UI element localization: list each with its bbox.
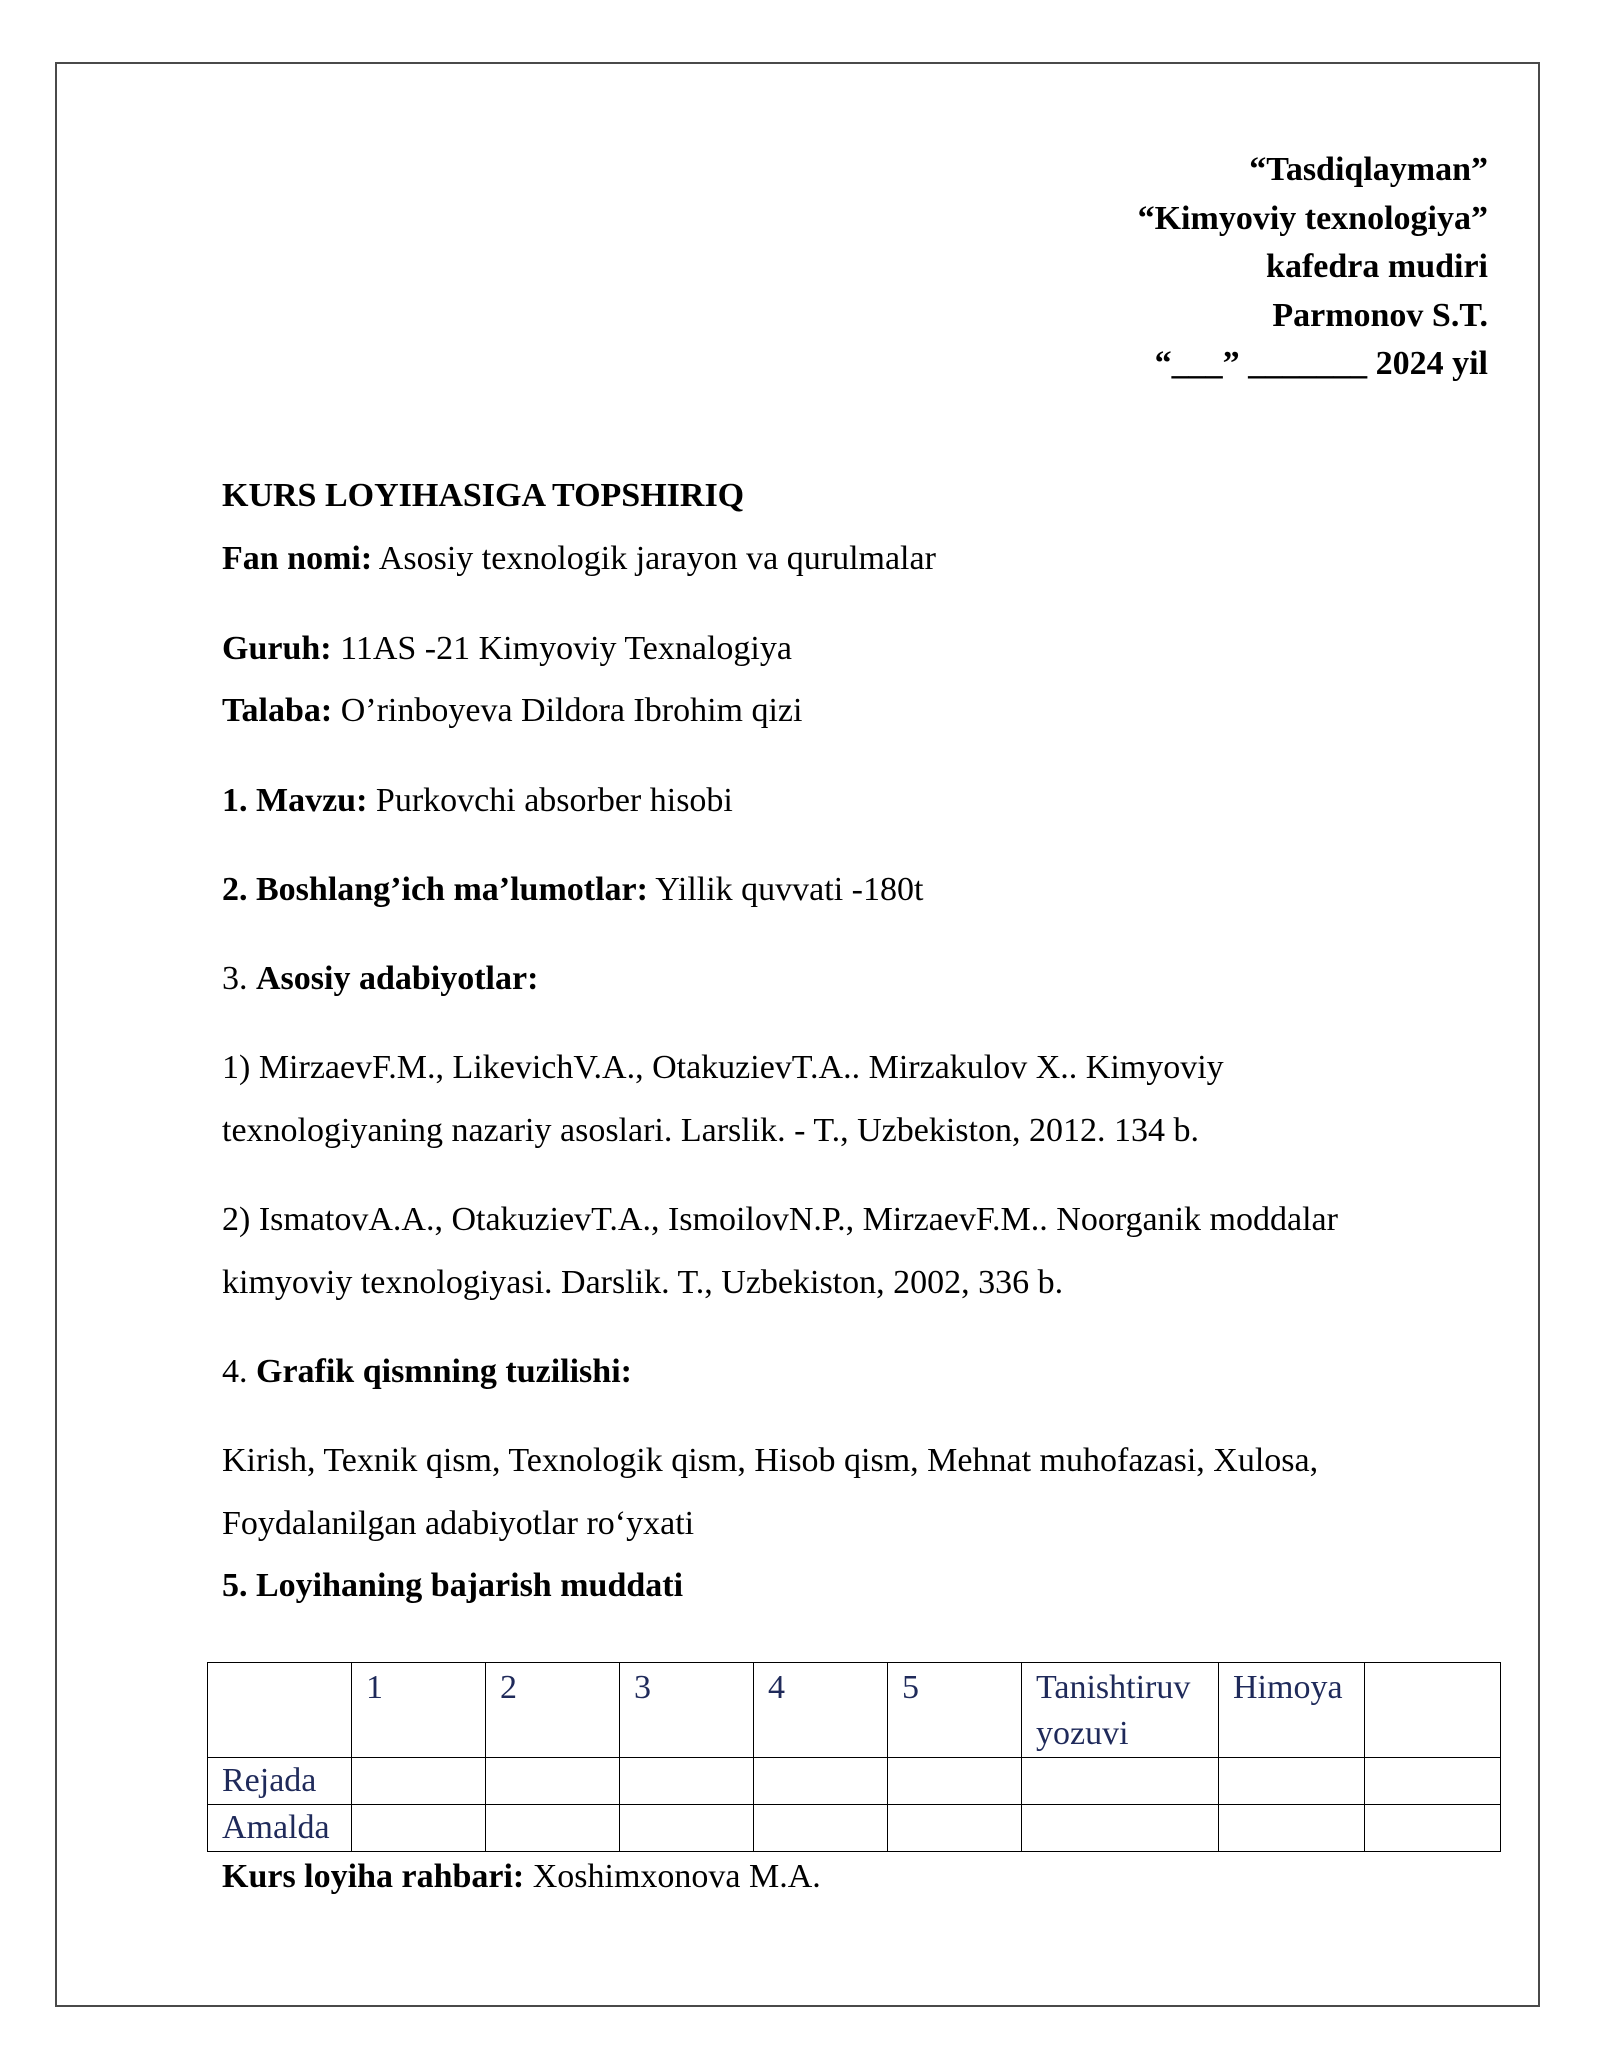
approval-line-4: Parmonov S.T. <box>1272 296 1488 334</box>
table-cell <box>486 1805 620 1852</box>
muddat-label: . Loyihaning bajarish muddati <box>239 1567 684 1604</box>
table-cell <box>1365 1805 1501 1852</box>
row-label-rejada: Rejada <box>208 1758 352 1805</box>
rahbar-value: Xoshimxonova M.A. <box>524 1858 821 1895</box>
reference-1-line-1: 1) MirzaevF.M., LikevichV.A., OtakuzievT.A.. Mirzakulov X.. Kimyoviy <box>222 1049 1224 1086</box>
table-cell <box>486 1758 620 1805</box>
approval-date-line: “___” _______ 2024 yil <box>1154 345 1488 382</box>
fan-nomi-line <box>222 540 936 578</box>
rahbar-label: Kurs loyiha rahbari: <box>222 1858 525 1895</box>
fan-nomi-value: Asosiy texnologik jarayon va qurulmalar <box>372 540 936 577</box>
table-header-cell: 1 <box>352 1663 486 1758</box>
boshlangich-label: 2. Boshlang’ich ma’lumotlar: <box>222 871 648 908</box>
approval-line-1: “Tasdiqlayman” <box>1249 151 1488 188</box>
table-cell <box>1219 1758 1365 1805</box>
mavzu-label: 1. Mavzu: <box>222 782 368 819</box>
approval-block <box>1138 146 1488 389</box>
table-header-cell: 2 <box>486 1663 620 1758</box>
table-cell <box>888 1805 1022 1852</box>
talaba-line <box>222 692 802 730</box>
guruh-value: 11AS -21 Kimyoviy Texnalogiya <box>331 630 792 667</box>
table-header-cell: 3 <box>620 1663 754 1758</box>
mavzu-value: Purkovchi absorber hisobi <box>367 782 733 819</box>
table-cell <box>1365 1758 1501 1805</box>
table-header-cell <box>1365 1663 1501 1758</box>
table-cell <box>620 1758 754 1805</box>
table-cell <box>352 1758 486 1805</box>
table-cell <box>754 1805 888 1852</box>
table-header-cell: Himoya <box>1219 1663 1365 1758</box>
grafik-text-line-1: Kirish, Texnik qism, Texnologik qism, Hisob qism, Mehnat muhofazasi, Xulosa, <box>222 1442 1319 1479</box>
schedule-header-row <box>208 1663 1501 1758</box>
adabiyot-heading <box>222 960 538 998</box>
boshlangich-line <box>222 871 923 909</box>
grafik-number: 4. <box>222 1353 256 1390</box>
grafik-heading <box>222 1353 632 1391</box>
boshlangich-value: Yillik quvvati -180t <box>647 871 924 908</box>
schedule-table <box>207 1662 1501 1852</box>
table-header-cell: Tanishtiruv yozuvi <box>1022 1663 1219 1758</box>
table-header-cell: 4 <box>754 1663 888 1758</box>
mavzu-line <box>222 782 733 820</box>
table-row <box>208 1758 1501 1805</box>
table-cell <box>1219 1805 1365 1852</box>
grafik-label: Grafik qismning tuzilishi: <box>256 1353 632 1390</box>
reference-2-line-2: kimyoviy texnologiyasi. Darslik. T., Uzbekiston, 2002, 336 b. <box>222 1264 1064 1301</box>
fan-nomi-label: Fan nomi: <box>222 540 373 577</box>
guruh-label: Guruh: <box>222 630 332 667</box>
table-header-cell <box>208 1663 352 1758</box>
adabiyot-label: Asosiy adabiyotlar: <box>256 960 539 997</box>
grafik-text-line-2: Foydalanilgan adabiyotlar ro‘yxati <box>222 1505 695 1542</box>
table-row <box>208 1805 1501 1852</box>
adabiyot-number: 3. <box>222 960 256 997</box>
guruh-line <box>222 630 792 668</box>
reference-1-line-2: texnologiyaning nazariy asoslari. Larslik. - T., Uzbekiston, 2012. 134 b. <box>222 1112 1199 1149</box>
table-cell <box>754 1758 888 1805</box>
document-title: KURS LOYIHASIGA TOPSHIRIQ <box>222 477 745 514</box>
table-cell <box>1022 1805 1219 1852</box>
talaba-value: O’rinboyeva Dildora Ibrohim qizi <box>332 692 803 729</box>
approval-line-3: kafedra mudiri <box>1266 248 1488 285</box>
rahbar-line <box>222 1858 821 1896</box>
table-cell <box>620 1805 754 1852</box>
approval-line-2: “Kimyoviy texnologiya” <box>1137 199 1488 237</box>
muddat-number: 5 <box>222 1567 239 1604</box>
reference-2-line-1: 2) IsmatovA.A., OtakuzievT.A., IsmoilovN.P., MirzaevF.M.. Noorganik moddalar <box>222 1201 1338 1238</box>
muddat-heading <box>222 1567 683 1605</box>
table-header-cell: 5 <box>888 1663 1022 1758</box>
table-cell <box>352 1805 486 1852</box>
row-label-amalda: Amalda <box>208 1805 352 1852</box>
talaba-label: Talaba: <box>222 692 333 729</box>
table-cell <box>1022 1758 1219 1805</box>
table-cell <box>888 1758 1022 1805</box>
